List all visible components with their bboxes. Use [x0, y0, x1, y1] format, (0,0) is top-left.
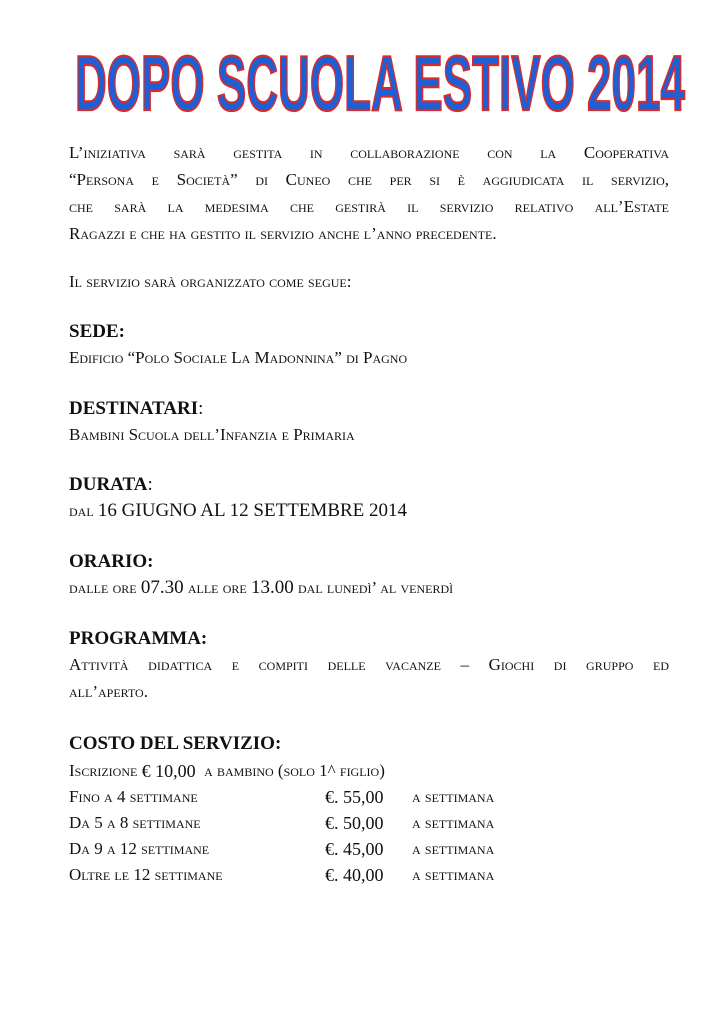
durata-section [69, 473, 669, 524]
orario-text-3: dal lunedì’ al venerdì [297, 578, 454, 597]
price-unit: a settimana [412, 839, 495, 858]
programma-heading: PROGRAMMA: [69, 628, 208, 649]
intro-line-4: Ragazzi e che ha gestito il servizio anche l’anno precedente. [69, 224, 497, 243]
costo-section [69, 732, 669, 888]
durata-colon: : [147, 474, 153, 495]
intro-line-1: L’iniziativa sarà gestita in collaborazione con la Cooperativa [69, 143, 669, 162]
intro-paragraph [69, 139, 669, 247]
price-value: €. 40,00 [325, 865, 384, 885]
title-text: DOPO SCUOLA ESTIVO 2014 [75, 39, 685, 127]
price-unit: a settimana [412, 813, 495, 832]
iscrizione-amount: € 10,00 [141, 761, 196, 781]
costo-heading: COSTO DEL SERVIZIO: [69, 733, 282, 754]
durata-heading: DURATA [69, 474, 148, 495]
durata-text-line [69, 497, 669, 524]
programma-line-1: Attività didattica e compiti delle vacanze – Giochi di gruppo ed [69, 655, 669, 674]
destinatari-section [69, 397, 669, 448]
price-row [69, 784, 669, 810]
orario-start: 07.30 [140, 577, 184, 598]
orario-heading: ORARIO: [69, 551, 154, 572]
iscrizione-label: Iscrizione [69, 761, 138, 780]
price-row [69, 836, 669, 862]
price-label: Da 9 a 12 settimane [69, 839, 210, 858]
title-graphic [60, 38, 700, 127]
organization-text: Il servizio sarà organizzato come segue: [69, 272, 352, 291]
durata-text: 16 GIUGNO AL 12 SETTEMBRE 2014 [97, 500, 408, 521]
orario-text-2: alle ore [187, 578, 247, 597]
price-unit: a settimana [412, 787, 495, 806]
destinatari-heading: DESTINATARI [69, 398, 199, 419]
durata-heading-line [69, 473, 669, 497]
orario-text-1: dalle ore [69, 578, 137, 597]
sede-section [69, 320, 669, 371]
destinatari-colon: : [198, 398, 204, 419]
price-row [69, 862, 669, 888]
price-value: €. 55,00 [325, 787, 384, 807]
price-row [69, 810, 669, 836]
sede-text: Edificio “Polo Sociale La Madonnina” di Pagno [69, 348, 408, 367]
price-value: €. 45,00 [325, 839, 384, 859]
orario-text-line [69, 574, 669, 601]
destinatari-text: Bambini Scuola dell’Infanzia e Primaria [69, 425, 355, 444]
iscrizione-note: a bambino (solo 1^ figlio) [204, 761, 385, 780]
orario-end: 13.00 [250, 577, 294, 598]
programma-section [69, 627, 669, 705]
durata-prefix: dal [69, 501, 94, 520]
iscrizione-row [69, 758, 669, 784]
programma-line-2: all’aperto. [69, 682, 148, 701]
price-value: €. 50,00 [325, 813, 384, 833]
price-label: Oltre le 12 settimane [69, 865, 223, 884]
sede-heading: SEDE: [69, 321, 125, 342]
price-unit: a settimana [412, 865, 495, 884]
price-label: Da 5 a 8 settimane [69, 813, 201, 832]
destinatari-heading-line [69, 397, 669, 421]
intro-line-2: “Persona e Società” di Cuneo che per si è aggiudicata il servizio, [69, 170, 669, 189]
price-label: Fino a 4 settimane [69, 787, 198, 806]
orario-section [69, 550, 669, 601]
page-title [60, 38, 700, 127]
intro-line-3: che sarà la medesima che gestirà il servizio relativo all’Estate [69, 197, 669, 216]
